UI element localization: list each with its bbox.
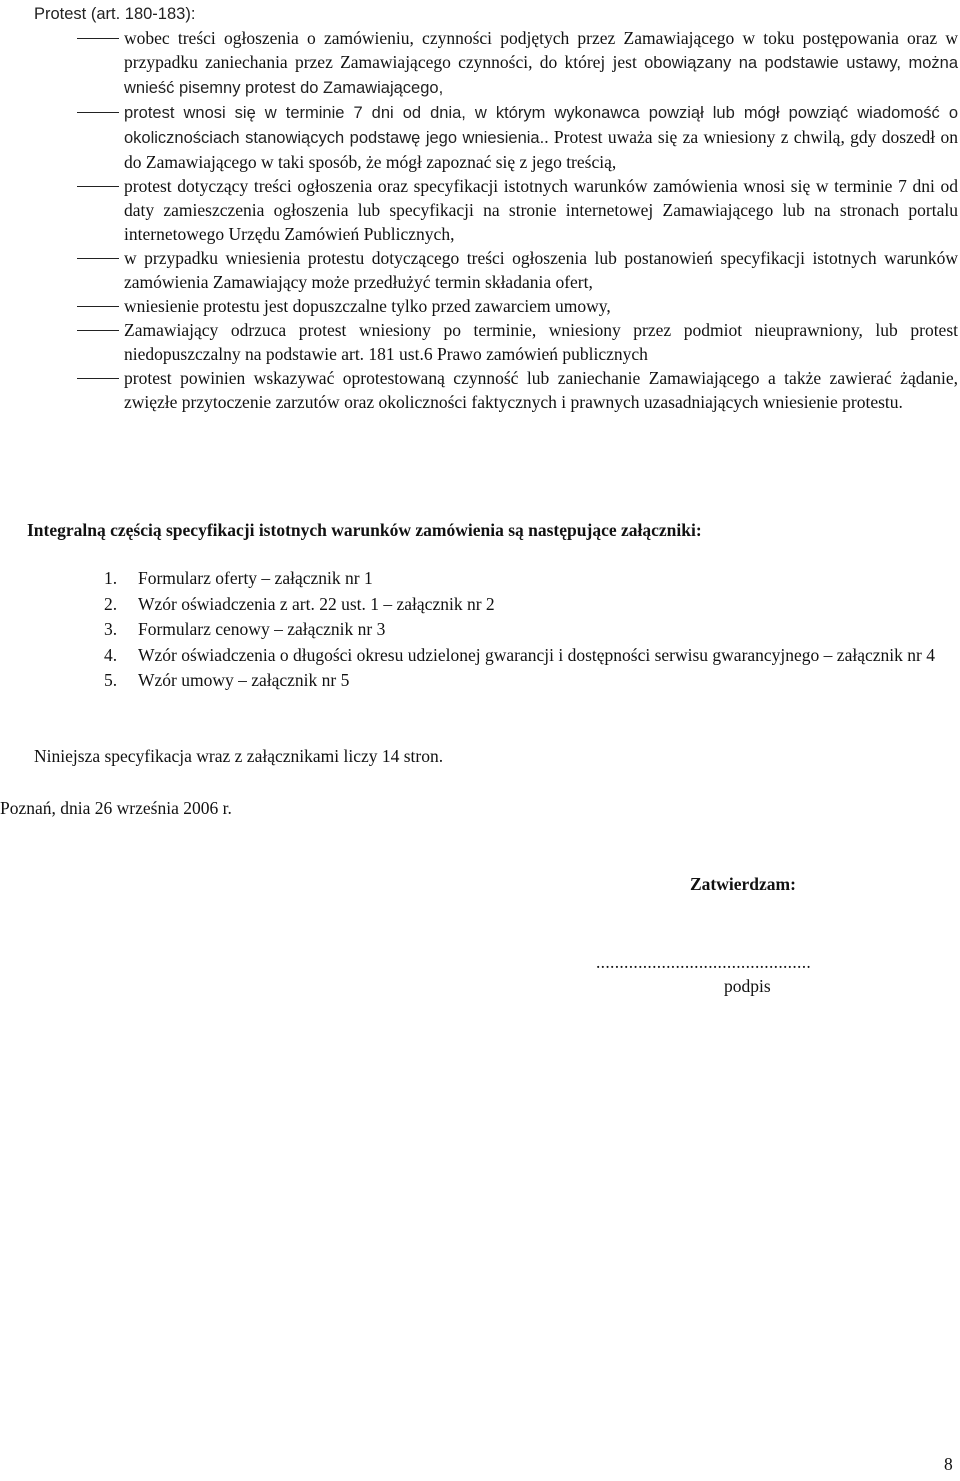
list-item <box>0 318 960 366</box>
attachment-text: Wzór oświadczenia o długości okresu udzielonej gwarancji i dostępności serwisu gwarancyjnego – załącznik nr 4 <box>138 644 935 665</box>
dash-bullet-icon <box>77 258 119 259</box>
page-count-note: Niniejsza specyfikacja wraz z załącznikami liczy 14 stron. <box>34 746 444 766</box>
attachment-text: Formularz cenowy – załącznik nr 3 <box>138 619 386 639</box>
attachment-item <box>0 592 960 618</box>
section-header: Protest (art. 180-183): <box>34 5 196 23</box>
dash-bullet-icon <box>77 112 119 113</box>
attachment-item <box>0 643 960 669</box>
attachment-text: Wzór umowy – załącznik nr 5 <box>138 670 350 690</box>
dash-bullet-icon <box>77 378 119 379</box>
list-item <box>0 246 960 294</box>
list-item <box>0 26 960 100</box>
protest-rules-list <box>0 26 960 414</box>
list-item <box>0 294 960 318</box>
item-text: protest wnosi się w terminie 7 dni od dnia, w którym wykonawca powziął lub mógł powziąć wiadomość o okolicznościach stanowiących podstawę jego wniesienia. <box>124 104 958 147</box>
approval-label: Zatwierdzam: <box>690 874 796 894</box>
item-text: . Protest uważa się za wniesiony z chwilą, gdy doszedł on do Zamawiającego w taki sposób, że mógł zapoznać się z jego treścią, <box>124 127 958 172</box>
dash-bullet-icon <box>77 186 119 187</box>
attachment-item <box>0 668 960 694</box>
attachment-number: 4. <box>104 644 118 665</box>
item-text: wobec treści ogłoszenia o zamówieniu, czynności podjętych przez Zamawiającego w toku postępowania oraz w przypadku zaniechania przez Zamawiającego czynności, do której jest <box>124 28 958 72</box>
attachment-number: 3. <box>104 619 118 639</box>
attachment-text: Wzór oświadczenia z art. 22 ust. 1 – załącznik nr 2 <box>138 593 495 614</box>
page-number: 8 <box>944 1454 953 1474</box>
attachments-list <box>0 566 960 694</box>
attachment-number: 5. <box>104 670 118 690</box>
item-text: protest dotyczący treści ogłoszenia oraz specyfikacji istotnych warunków zamówienia wnosi się w terminie 7 dni od daty zamieszczenia ogłoszenia lub specyfikacji na stronie internetowej Zamawiającego lub na stronach portalu internetowego Urzędu Zamówień Publicznych, <box>124 176 958 244</box>
list-item <box>0 174 960 246</box>
attachments-heading: Integralną częścią specyfikacji istotnych warunków zamówienia są następujące załączniki: <box>27 520 702 540</box>
signature-line: .............................................. <box>596 952 812 972</box>
item-text: wniesienie protestu jest dopuszczalne tylko przed zawarciem umowy, <box>124 296 611 316</box>
list-item <box>0 100 960 174</box>
place-date: Poznań, dnia 26 września 2006 r. <box>0 798 232 818</box>
attachment-number: 1. <box>104 568 118 588</box>
dash-bullet-icon <box>77 306 119 307</box>
item-text: obowiązany na podstawie ustawy, można wnieść pisemny protest do Zamawiającego, <box>124 54 958 97</box>
attachment-item <box>0 617 960 643</box>
attachment-number: 2. <box>104 593 118 614</box>
dash-bullet-icon <box>77 330 119 331</box>
item-text: Zamawiający odrzuca protest wniesiony po terminie, wniesiony przez podmiot nieuprawniony, lub protest niedopuszczalny na podstawie art. 181 ust.6 Prawo zamówień publicznych <box>124 320 958 364</box>
item-text: w przypadku wniesienia protestu dotyczącego treści ogłoszenia lub postanowień specyfikacji istotnych warunków zamówienia Zamawiający może przedłużyć termin składania ofert, <box>124 248 958 292</box>
dash-bullet-icon <box>77 38 119 39</box>
attachment-text: Formularz oferty – załącznik nr 1 <box>138 568 373 588</box>
signature-label: podpis <box>724 976 771 996</box>
list-item <box>0 366 960 414</box>
attachment-item <box>0 566 960 592</box>
item-text: protest powinien wskazywać oprotestowaną czynność lub zaniechanie Zamawiającego a także zawierać żądanie, zwięzłe przytoczenie zarzutów oraz okoliczności faktycznych i prawnych uzasadniających wniesienie protestu. <box>124 368 958 412</box>
